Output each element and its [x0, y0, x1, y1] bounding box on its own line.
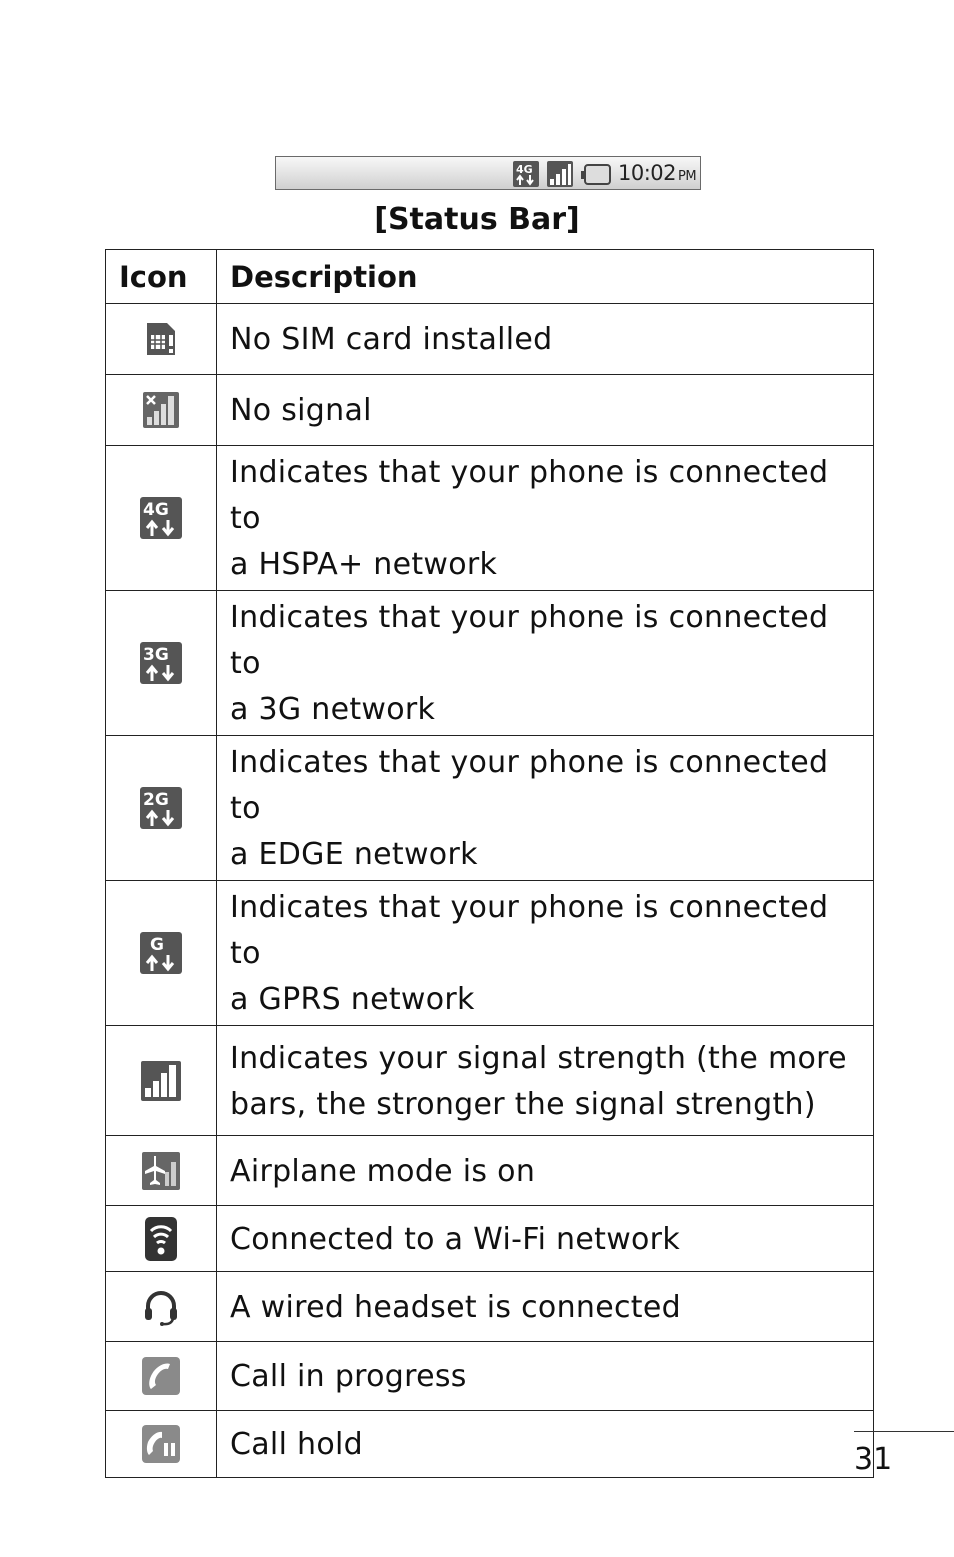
table-row [106, 1342, 874, 1411]
table-row [106, 304, 874, 375]
description-line: bars, the stronger the signal strength) [230, 1086, 816, 1122]
no-signal-icon [141, 400, 181, 419]
status-network-badge: 4G [516, 163, 533, 176]
header-icon: Icon [106, 250, 217, 304]
table-row [106, 1136, 874, 1206]
network-badge: G [150, 935, 164, 955]
network-4g-icon [512, 160, 540, 192]
signal-bars-icon [546, 160, 574, 192]
status-icons-table [105, 249, 874, 1478]
table-row [106, 1026, 874, 1136]
description-line: A wired headset is connected [230, 1289, 681, 1325]
table-row [106, 736, 874, 881]
table-header-row [106, 250, 874, 304]
figure-caption: [Status Bar] [374, 202, 580, 237]
description-line: No signal [230, 393, 372, 428]
network-badge: 4G [143, 500, 169, 520]
no-sim-icon [141, 329, 181, 348]
description-line: Call hold [230, 1427, 363, 1462]
header-description: Description [217, 250, 874, 304]
description-line: Indicates that your phone is connected to [230, 890, 829, 971]
table-row [106, 1272, 874, 1342]
status-time: 10:02 PM [618, 161, 697, 185]
description-line: Airplane mode is on [230, 1153, 536, 1189]
description-line: a 3G network [230, 692, 436, 727]
network-2g-icon [138, 790, 184, 817]
status-bar-image [275, 156, 701, 190]
airplane-mode-icon [140, 1160, 182, 1179]
call-in-progress-icon [140, 1366, 182, 1385]
network-gprs-icon [138, 935, 184, 962]
description-line: a EDGE network [230, 837, 478, 872]
description-line: Call in progress [230, 1359, 467, 1394]
status-ampm: PM [678, 169, 697, 184]
description-line: a GPRS network [230, 982, 475, 1017]
headset-icon [141, 1296, 181, 1315]
network-badge: 3G [143, 645, 169, 665]
signal-strength-icon [139, 1070, 183, 1089]
network-badge: 2G [143, 790, 169, 810]
table-row [106, 1206, 874, 1272]
table-row [106, 881, 874, 1026]
page-number: 31 [854, 1442, 893, 1477]
description-line: No SIM card installed [230, 322, 553, 357]
battery-icon [580, 160, 612, 192]
wifi-icon [141, 1228, 181, 1247]
network-3g-icon [138, 645, 184, 672]
description-line: Indicates that your phone is connected to [230, 455, 829, 536]
description-line: a HSPA+ network [230, 547, 498, 582]
description-line: Indicates your signal strength (the more [230, 1040, 847, 1076]
call-hold-icon [140, 1434, 182, 1453]
description-line: Indicates that your phone is connected to [230, 745, 829, 826]
description-line: Connected to a Wi-Fi network [230, 1221, 680, 1257]
table-row [106, 1411, 874, 1478]
network-4g-icon [138, 500, 184, 527]
table-row [106, 591, 874, 736]
description-line: Indicates that your phone is connected to [230, 600, 829, 681]
footer-rule [854, 1431, 954, 1432]
table-row [106, 375, 874, 446]
table-row [106, 446, 874, 591]
